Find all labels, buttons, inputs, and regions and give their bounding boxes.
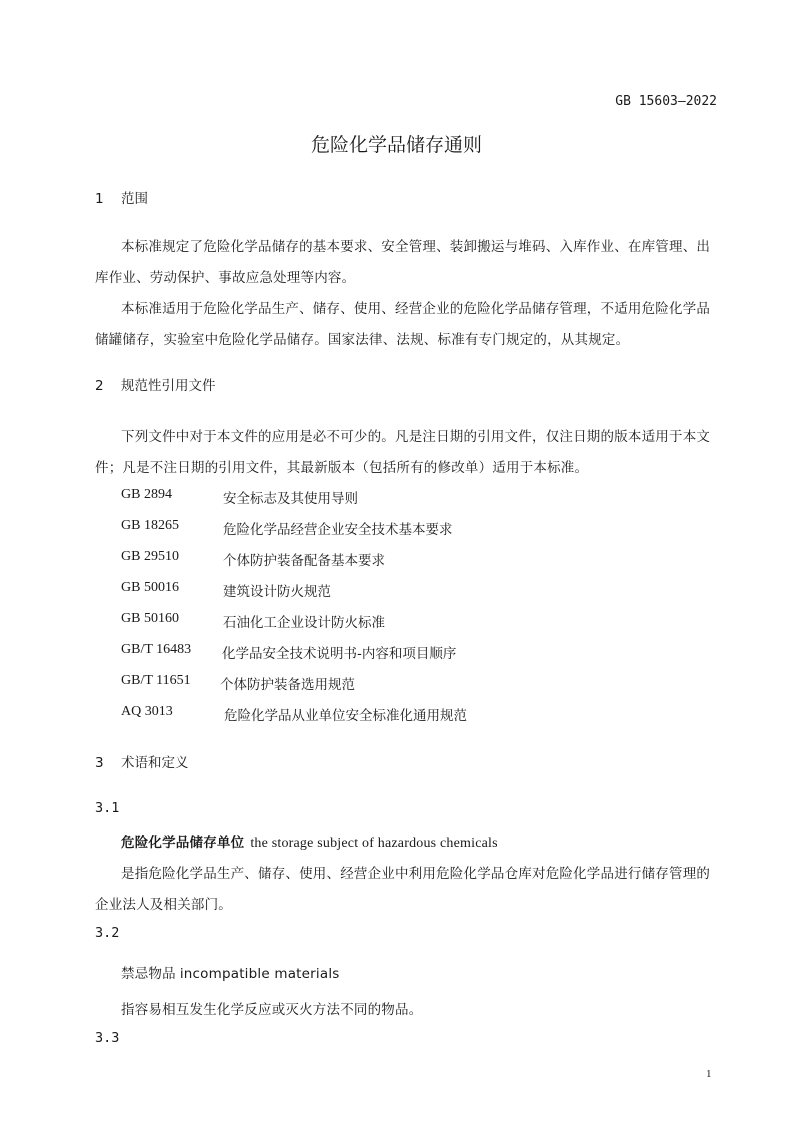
page-number: 1 <box>706 1068 712 1080</box>
section-number: 3 <box>95 755 104 771</box>
paragraph-line: 库作业、劳动保护、事故应急处理等内容。 <box>95 270 356 286</box>
subsection-number: 3.2 <box>95 925 120 941</box>
reference-title: 化学品安全技术说明书-内容和项目顺序 <box>222 646 457 662</box>
paragraph-line: 储罐储存，实验室中危险化学品储存。国家法律、法规、标准有专门规定的，从其规定。 <box>95 332 630 348</box>
reference-code: GB/T 16483 <box>121 642 192 657</box>
reference-title: 个体防护装备选用规范 <box>220 677 355 693</box>
subsection-number: 3.1 <box>95 800 120 816</box>
term-english: the storage subject of hazardous chemicals <box>250 836 498 851</box>
reference-code: GB 2894 <box>121 487 172 502</box>
reference-title: 危险化学品经营企业安全技术基本要求 <box>223 522 453 538</box>
section-1-heading <box>95 187 148 207</box>
reference-title: 危险化学品从业单位安全标准化通用规范 <box>224 708 467 724</box>
reference-title: 石油化工企业设计防火标准 <box>223 615 385 631</box>
term-chinese: 禁忌物品 <box>121 966 176 982</box>
section-2-heading <box>95 374 216 394</box>
standard-number: GB 15603—2022 <box>615 94 717 109</box>
section-title: 规范性引用文件 <box>121 378 216 394</box>
definition-line: 是指危险化学品生产、储存、使用、经营企业中利用危险化学品仓库对危险化学品进行储存管理的 <box>121 866 711 882</box>
paragraph-line: 件；凡是不注日期的引用文件，其最新版本（包括所有的修改单）适用于本标准。 <box>95 460 589 476</box>
paragraph-line: 本标准适用于危险化学品生产、储存、使用、经营企业的危险化学品储存管理，不适用危险化学品 <box>121 301 711 317</box>
term-entry <box>121 962 340 982</box>
reference-code: AQ 3013 <box>121 704 173 719</box>
definition-line: 指容易相互发生化学反应或灭火方法不同的物品。 <box>121 1002 423 1018</box>
reference-code: GB 50016 <box>121 580 179 595</box>
reference-title: 建筑设计防火规范 <box>223 584 331 600</box>
term-english: incompatible materials <box>179 966 340 982</box>
reference-title: 个体防护装备配备基本要求 <box>223 553 385 569</box>
document-title: 危险化学品储存通则 <box>310 134 482 156</box>
definition-line: 企业法人及相关部门。 <box>95 897 232 913</box>
reference-code: GB 50160 <box>121 611 179 626</box>
term-entry <box>121 831 498 852</box>
term-chinese: 危险化学品储存单位 <box>121 835 245 851</box>
reference-title: 安全标志及其使用导则 <box>223 491 358 507</box>
section-title: 范围 <box>121 191 148 207</box>
section-3-heading <box>95 751 189 771</box>
paragraph-line: 下列文件中对于本文件的应用是必不可少的。凡是注日期的引用文件，仅注日期的版本适用于本文 <box>121 429 711 445</box>
section-number: 2 <box>95 378 104 394</box>
reference-code: GB 18265 <box>121 518 179 533</box>
section-title: 术语和定义 <box>121 755 189 771</box>
reference-code: GB 29510 <box>121 549 179 564</box>
section-number: 1 <box>95 191 104 207</box>
reference-code: GB/T 11651 <box>121 673 191 688</box>
subsection-number: 3.3 <box>95 1030 120 1046</box>
paragraph-line: 本标准规定了危险化学品储存的基本要求、安全管理、装卸搬运与堆码、入库作业、在库管理、出 <box>121 239 711 255</box>
